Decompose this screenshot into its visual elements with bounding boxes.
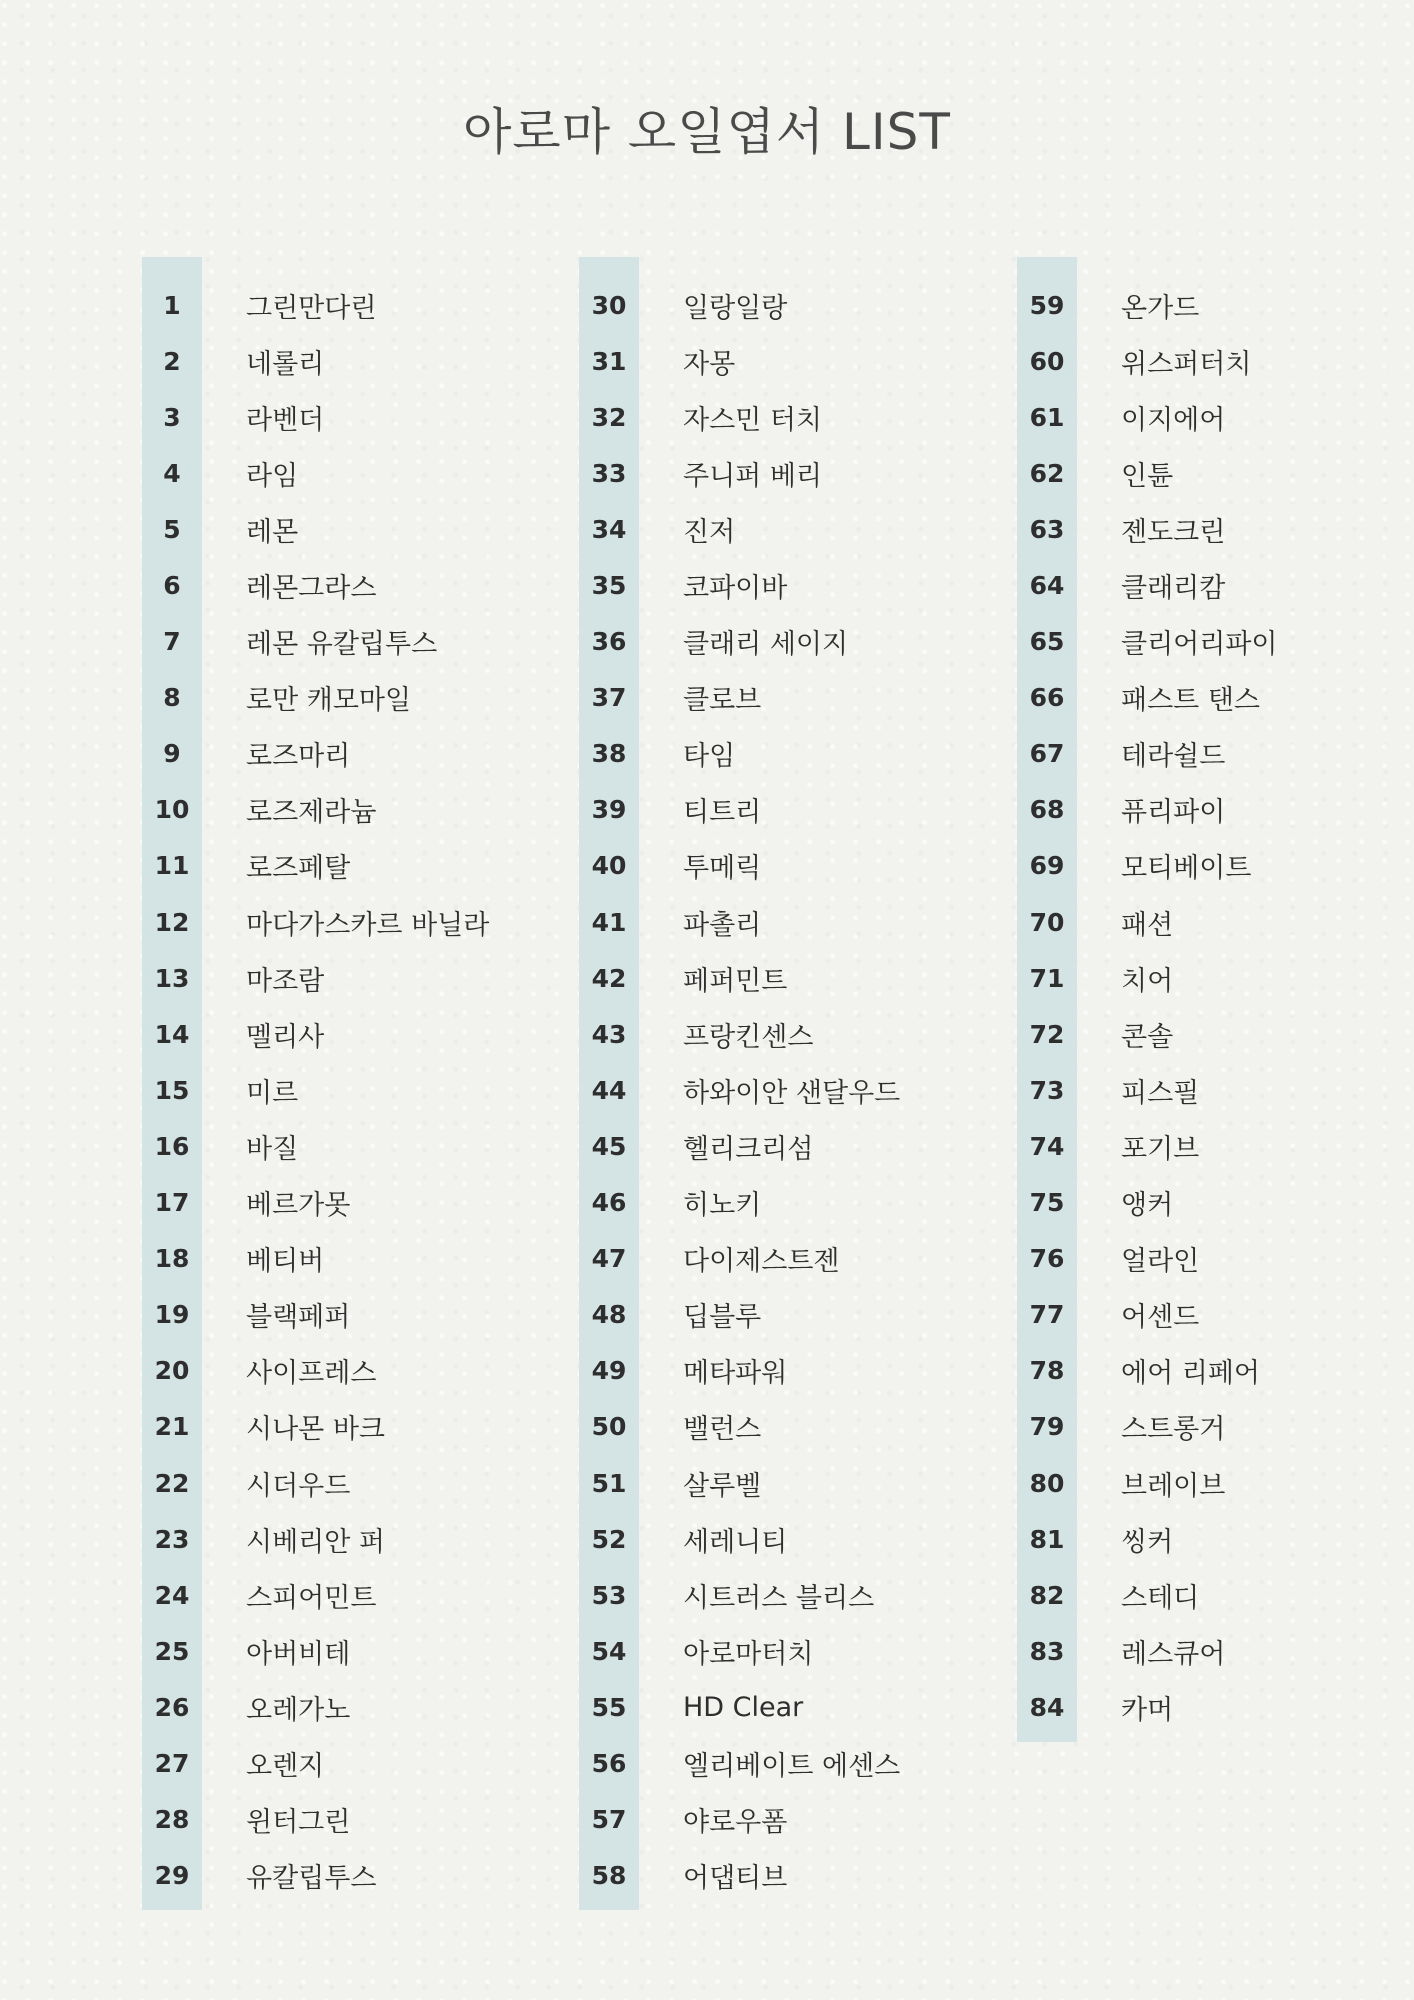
item-number: 83	[1029, 1636, 1065, 1666]
item-number: 71	[1029, 963, 1065, 993]
list-item	[1017, 1287, 1414, 1343]
item-name: 코파이바	[683, 573, 788, 605]
list-item	[579, 1511, 999, 1567]
item-number: 56	[591, 1748, 627, 1778]
list-item	[142, 1511, 562, 1567]
list-item	[1017, 1175, 1414, 1231]
item-number: 10	[154, 795, 190, 825]
list-item	[579, 1735, 999, 1791]
list-item	[1017, 838, 1414, 894]
item-number: 11	[154, 851, 190, 881]
item-name: 콘솔	[1121, 1021, 1174, 1053]
item-name: 밸런스	[683, 1414, 762, 1446]
list-item	[142, 1231, 562, 1287]
item-number: 5	[163, 514, 181, 544]
list-item	[1017, 1399, 1414, 1455]
list-item	[1017, 1006, 1414, 1062]
item-name: 얼라인	[1121, 1246, 1200, 1278]
list-column-1	[142, 257, 562, 1904]
list-item	[142, 1399, 562, 1455]
item-name: 멜리사	[246, 1021, 325, 1053]
item-number: 79	[1029, 1412, 1065, 1442]
list-item	[142, 1567, 562, 1623]
list-item	[142, 614, 562, 670]
item-name: 세레니티	[683, 1526, 788, 1558]
item-number: 35	[591, 571, 627, 601]
list-item	[579, 1848, 999, 1904]
item-number: 44	[591, 1075, 627, 1105]
item-number: 45	[591, 1131, 627, 1161]
list-item	[1017, 782, 1414, 838]
item-number: 17	[154, 1188, 190, 1218]
list-item	[579, 670, 999, 726]
oil-list	[142, 257, 562, 1904]
item-number: 20	[154, 1356, 190, 1386]
item-name: 어센드	[1121, 1302, 1200, 1334]
item-name: 피스필	[1121, 1077, 1200, 1109]
item-number: 7	[163, 627, 181, 657]
item-name: 위스퍼터치	[1121, 348, 1252, 380]
item-number: 74	[1029, 1131, 1065, 1161]
item-name: 마조람	[246, 965, 325, 997]
list-item	[142, 1848, 562, 1904]
list-item	[1017, 1623, 1414, 1679]
item-number: 81	[1029, 1524, 1065, 1554]
item-name: 티트리	[683, 797, 762, 829]
item-number: 8	[163, 683, 181, 713]
list-item	[579, 445, 999, 501]
item-name: 아로마터치	[683, 1638, 814, 1670]
list-item	[579, 726, 999, 782]
list-item	[1017, 894, 1414, 950]
list-item	[1017, 1567, 1414, 1623]
item-name: 포기브	[1121, 1133, 1200, 1165]
item-number: 51	[591, 1468, 627, 1498]
list-item	[142, 838, 562, 894]
item-number: 48	[591, 1300, 627, 1330]
item-name: 페퍼민트	[683, 965, 788, 997]
list-item	[579, 389, 999, 445]
page-title: 아로마 오일엽서 LIST	[463, 103, 951, 161]
list-item	[1017, 389, 1414, 445]
item-name: 로만 캐모마일	[246, 685, 412, 717]
item-number: 54	[591, 1636, 627, 1666]
list-item	[1017, 670, 1414, 726]
list-item	[1017, 950, 1414, 1006]
list-item	[579, 333, 999, 389]
item-number: 78	[1029, 1356, 1065, 1386]
list-column-2	[579, 257, 999, 1904]
item-name: 블랙페퍼	[246, 1302, 351, 1334]
item-number: 72	[1029, 1019, 1065, 1049]
item-name: 레몬그라스	[246, 573, 377, 605]
item-name: 오레가노	[246, 1694, 351, 1726]
item-name: 퓨리파이	[1121, 797, 1226, 829]
list-item	[579, 1623, 999, 1679]
item-name: 온가드	[1121, 292, 1200, 324]
list-item	[142, 277, 562, 333]
item-name: 인튠	[1121, 460, 1174, 492]
item-number: 31	[591, 346, 627, 376]
oil-list	[579, 257, 999, 1904]
list-item	[579, 1287, 999, 1343]
item-number: 70	[1029, 907, 1065, 937]
item-name: 딥블루	[683, 1302, 762, 1334]
list-item	[142, 557, 562, 613]
item-name: 주니퍼 베리	[683, 460, 822, 492]
item-name: 클로브	[683, 685, 762, 717]
list-item	[142, 1287, 562, 1343]
list-item	[142, 894, 562, 950]
item-name: 로즈제라늄	[246, 797, 377, 829]
item-name: 야로우폼	[683, 1807, 788, 1839]
item-name: 그린만다린	[246, 292, 377, 324]
item-number: 36	[591, 627, 627, 657]
item-name: 엘리베이트 에센스	[683, 1750, 901, 1782]
item-name: 패션	[1121, 909, 1174, 941]
list-item	[579, 1455, 999, 1511]
item-number: 66	[1029, 683, 1065, 713]
item-name: 스테디	[1121, 1582, 1200, 1614]
item-number: 4	[163, 458, 181, 488]
list-item	[1017, 1343, 1414, 1399]
item-number: 23	[154, 1524, 190, 1554]
list-item	[579, 1118, 999, 1174]
list-item	[579, 277, 999, 333]
item-number: 12	[154, 907, 190, 937]
item-name: 클래리 세이지	[683, 629, 849, 661]
item-number: 22	[154, 1468, 190, 1498]
item-name: 다이제스트젠	[683, 1246, 840, 1278]
list-item	[1017, 1062, 1414, 1118]
list-item	[142, 1006, 562, 1062]
item-number: 46	[591, 1188, 627, 1218]
item-name: 씽커	[1121, 1526, 1174, 1558]
list-item	[142, 1062, 562, 1118]
item-number: 2	[163, 346, 181, 376]
list-item	[142, 1118, 562, 1174]
list-item	[1017, 1231, 1414, 1287]
item-name: 헬리크리섬	[683, 1133, 814, 1165]
item-number: 55	[591, 1692, 627, 1722]
item-name: 베티버	[246, 1246, 325, 1278]
item-number: 41	[591, 907, 627, 937]
list-item	[142, 389, 562, 445]
list-item	[142, 1343, 562, 1399]
list-item	[1017, 557, 1414, 613]
item-name: 투메릭	[683, 853, 762, 885]
item-number: 32	[591, 402, 627, 432]
item-name: 윈터그린	[246, 1807, 351, 1839]
item-number: 9	[163, 739, 181, 769]
item-name: 클래리캄	[1121, 573, 1226, 605]
item-name: 브레이브	[1121, 1470, 1226, 1502]
item-number: 1	[163, 290, 181, 320]
item-number: 57	[591, 1805, 627, 1835]
item-name: 베르가못	[246, 1190, 351, 1222]
item-name: 테라쉴드	[1121, 741, 1226, 773]
list-item	[142, 782, 562, 838]
item-number: 27	[154, 1748, 190, 1778]
item-number: 49	[591, 1356, 627, 1386]
item-name: 살루벨	[683, 1470, 762, 1502]
list-column-3	[1017, 257, 1414, 1735]
item-name: 미르	[246, 1077, 299, 1109]
item-number: 40	[591, 851, 627, 881]
item-number: 47	[591, 1244, 627, 1274]
list-item	[142, 501, 562, 557]
item-name: 이지에어	[1121, 404, 1226, 436]
item-name: 레몬	[246, 516, 299, 548]
item-name: 히노키	[683, 1190, 762, 1222]
list-item	[142, 333, 562, 389]
list-item	[579, 1679, 999, 1735]
item-number: 39	[591, 795, 627, 825]
item-name: 클리어리파이	[1121, 629, 1278, 661]
list-item	[579, 838, 999, 894]
item-name: 어댑티브	[683, 1863, 788, 1895]
list-item	[1017, 445, 1414, 501]
list-item	[579, 1792, 999, 1848]
item-number: 19	[154, 1300, 190, 1330]
item-number: 26	[154, 1692, 190, 1722]
item-name: 모티베이트	[1121, 853, 1252, 885]
item-name: 젠도크린	[1121, 516, 1226, 548]
item-name: 치어	[1121, 965, 1174, 997]
item-name: 라임	[246, 460, 299, 492]
item-name: 에어 리페어	[1121, 1358, 1260, 1390]
list-item	[1017, 1455, 1414, 1511]
item-name: 로즈마리	[246, 741, 351, 773]
item-name: 오렌지	[246, 1750, 325, 1782]
list-item	[579, 1062, 999, 1118]
list-item	[142, 1679, 562, 1735]
item-name: 로즈페탈	[246, 853, 351, 885]
item-name: 사이프레스	[246, 1358, 377, 1390]
list-item	[142, 1623, 562, 1679]
item-number: 61	[1029, 402, 1065, 432]
item-name: 라벤더	[246, 404, 325, 436]
list-item	[142, 1175, 562, 1231]
item-number: 75	[1029, 1188, 1065, 1218]
list-item	[579, 782, 999, 838]
item-name: 패스트 탠스	[1121, 685, 1260, 717]
item-number: 62	[1029, 458, 1065, 488]
item-name: 일랑일랑	[683, 292, 788, 324]
list-item	[1017, 277, 1414, 333]
item-number: 42	[591, 963, 627, 993]
item-number: 63	[1029, 514, 1065, 544]
item-name: 네롤리	[246, 348, 325, 380]
item-number: 77	[1029, 1300, 1065, 1330]
item-name: 시나몬 바크	[246, 1414, 385, 1446]
item-name: 카머	[1121, 1694, 1174, 1726]
item-number: 6	[163, 571, 181, 601]
item-number: 37	[591, 683, 627, 713]
item-number: 67	[1029, 739, 1065, 769]
item-number: 53	[591, 1580, 627, 1610]
list-item	[1017, 333, 1414, 389]
item-number: 30	[591, 290, 627, 320]
item-number: 28	[154, 1805, 190, 1835]
item-number: 76	[1029, 1244, 1065, 1274]
list-item	[579, 1231, 999, 1287]
item-number: 80	[1029, 1468, 1065, 1498]
item-name: 타임	[683, 741, 736, 773]
item-number: 73	[1029, 1075, 1065, 1105]
item-name: 프랑킨센스	[683, 1021, 814, 1053]
list-item	[579, 501, 999, 557]
item-name: 스트롱거	[1121, 1414, 1226, 1446]
list-item	[579, 894, 999, 950]
item-number: 34	[591, 514, 627, 544]
list-item	[142, 726, 562, 782]
item-number: 14	[154, 1019, 190, 1049]
list-item	[142, 950, 562, 1006]
list-item	[579, 1343, 999, 1399]
list-item	[1017, 726, 1414, 782]
item-number: 50	[591, 1412, 627, 1442]
list-item	[1017, 1118, 1414, 1174]
item-number: 43	[591, 1019, 627, 1049]
item-name: 파촐리	[683, 909, 762, 941]
list-item	[579, 1175, 999, 1231]
item-number: 29	[154, 1861, 190, 1891]
item-number: 84	[1029, 1692, 1065, 1722]
item-name: 레스큐어	[1121, 1638, 1226, 1670]
item-number: 16	[154, 1131, 190, 1161]
list-item	[142, 1792, 562, 1848]
item-number: 21	[154, 1412, 190, 1442]
oil-list	[1017, 257, 1414, 1735]
list-item	[579, 614, 999, 670]
item-name: 자몽	[683, 348, 736, 380]
item-number: 38	[591, 739, 627, 769]
list-item	[1017, 1511, 1414, 1567]
item-number: 64	[1029, 571, 1065, 601]
item-number: 68	[1029, 795, 1065, 825]
item-number: 33	[591, 458, 627, 488]
item-number: 25	[154, 1636, 190, 1666]
item-name: 레몬 유칼립투스	[246, 629, 438, 661]
item-name: 아버비테	[246, 1638, 351, 1670]
list-item	[1017, 1679, 1414, 1735]
list-item	[579, 1567, 999, 1623]
item-number: 24	[154, 1580, 190, 1610]
item-number: 60	[1029, 346, 1065, 376]
item-number: 3	[163, 402, 181, 432]
list-item	[579, 557, 999, 613]
list-item	[142, 1455, 562, 1511]
item-name: 시베리안 퍼	[246, 1526, 385, 1558]
item-number: 18	[154, 1244, 190, 1274]
item-name: 진저	[683, 516, 736, 548]
item-number: 82	[1029, 1580, 1065, 1610]
item-name: 바질	[246, 1133, 299, 1165]
item-name: 유칼립투스	[246, 1863, 377, 1895]
list-item	[579, 1006, 999, 1062]
list-item	[579, 950, 999, 1006]
item-number: 59	[1029, 290, 1065, 320]
item-name: 마다가스카르 바닐라	[246, 909, 490, 941]
list-item	[142, 670, 562, 726]
item-number: 15	[154, 1075, 190, 1105]
item-name: 하와이안 샌달우드	[683, 1077, 901, 1109]
list-item	[142, 1735, 562, 1791]
item-number: 69	[1029, 851, 1065, 881]
item-name: 시트러스 블리스	[683, 1582, 875, 1614]
list-item	[579, 1399, 999, 1455]
list-item	[1017, 614, 1414, 670]
list-item	[1017, 501, 1414, 557]
item-number: 58	[591, 1861, 627, 1891]
item-name: 자스민 터치	[683, 404, 822, 436]
item-name: 시더우드	[246, 1470, 351, 1502]
list-item	[142, 445, 562, 501]
item-name: 앵커	[1121, 1190, 1174, 1222]
item-name: 메타파워	[683, 1358, 788, 1390]
item-name: 스피어민트	[246, 1582, 377, 1614]
item-name: HD Clear	[683, 1691, 804, 1723]
item-number: 65	[1029, 627, 1065, 657]
item-number: 13	[154, 963, 190, 993]
item-number: 52	[591, 1524, 627, 1554]
